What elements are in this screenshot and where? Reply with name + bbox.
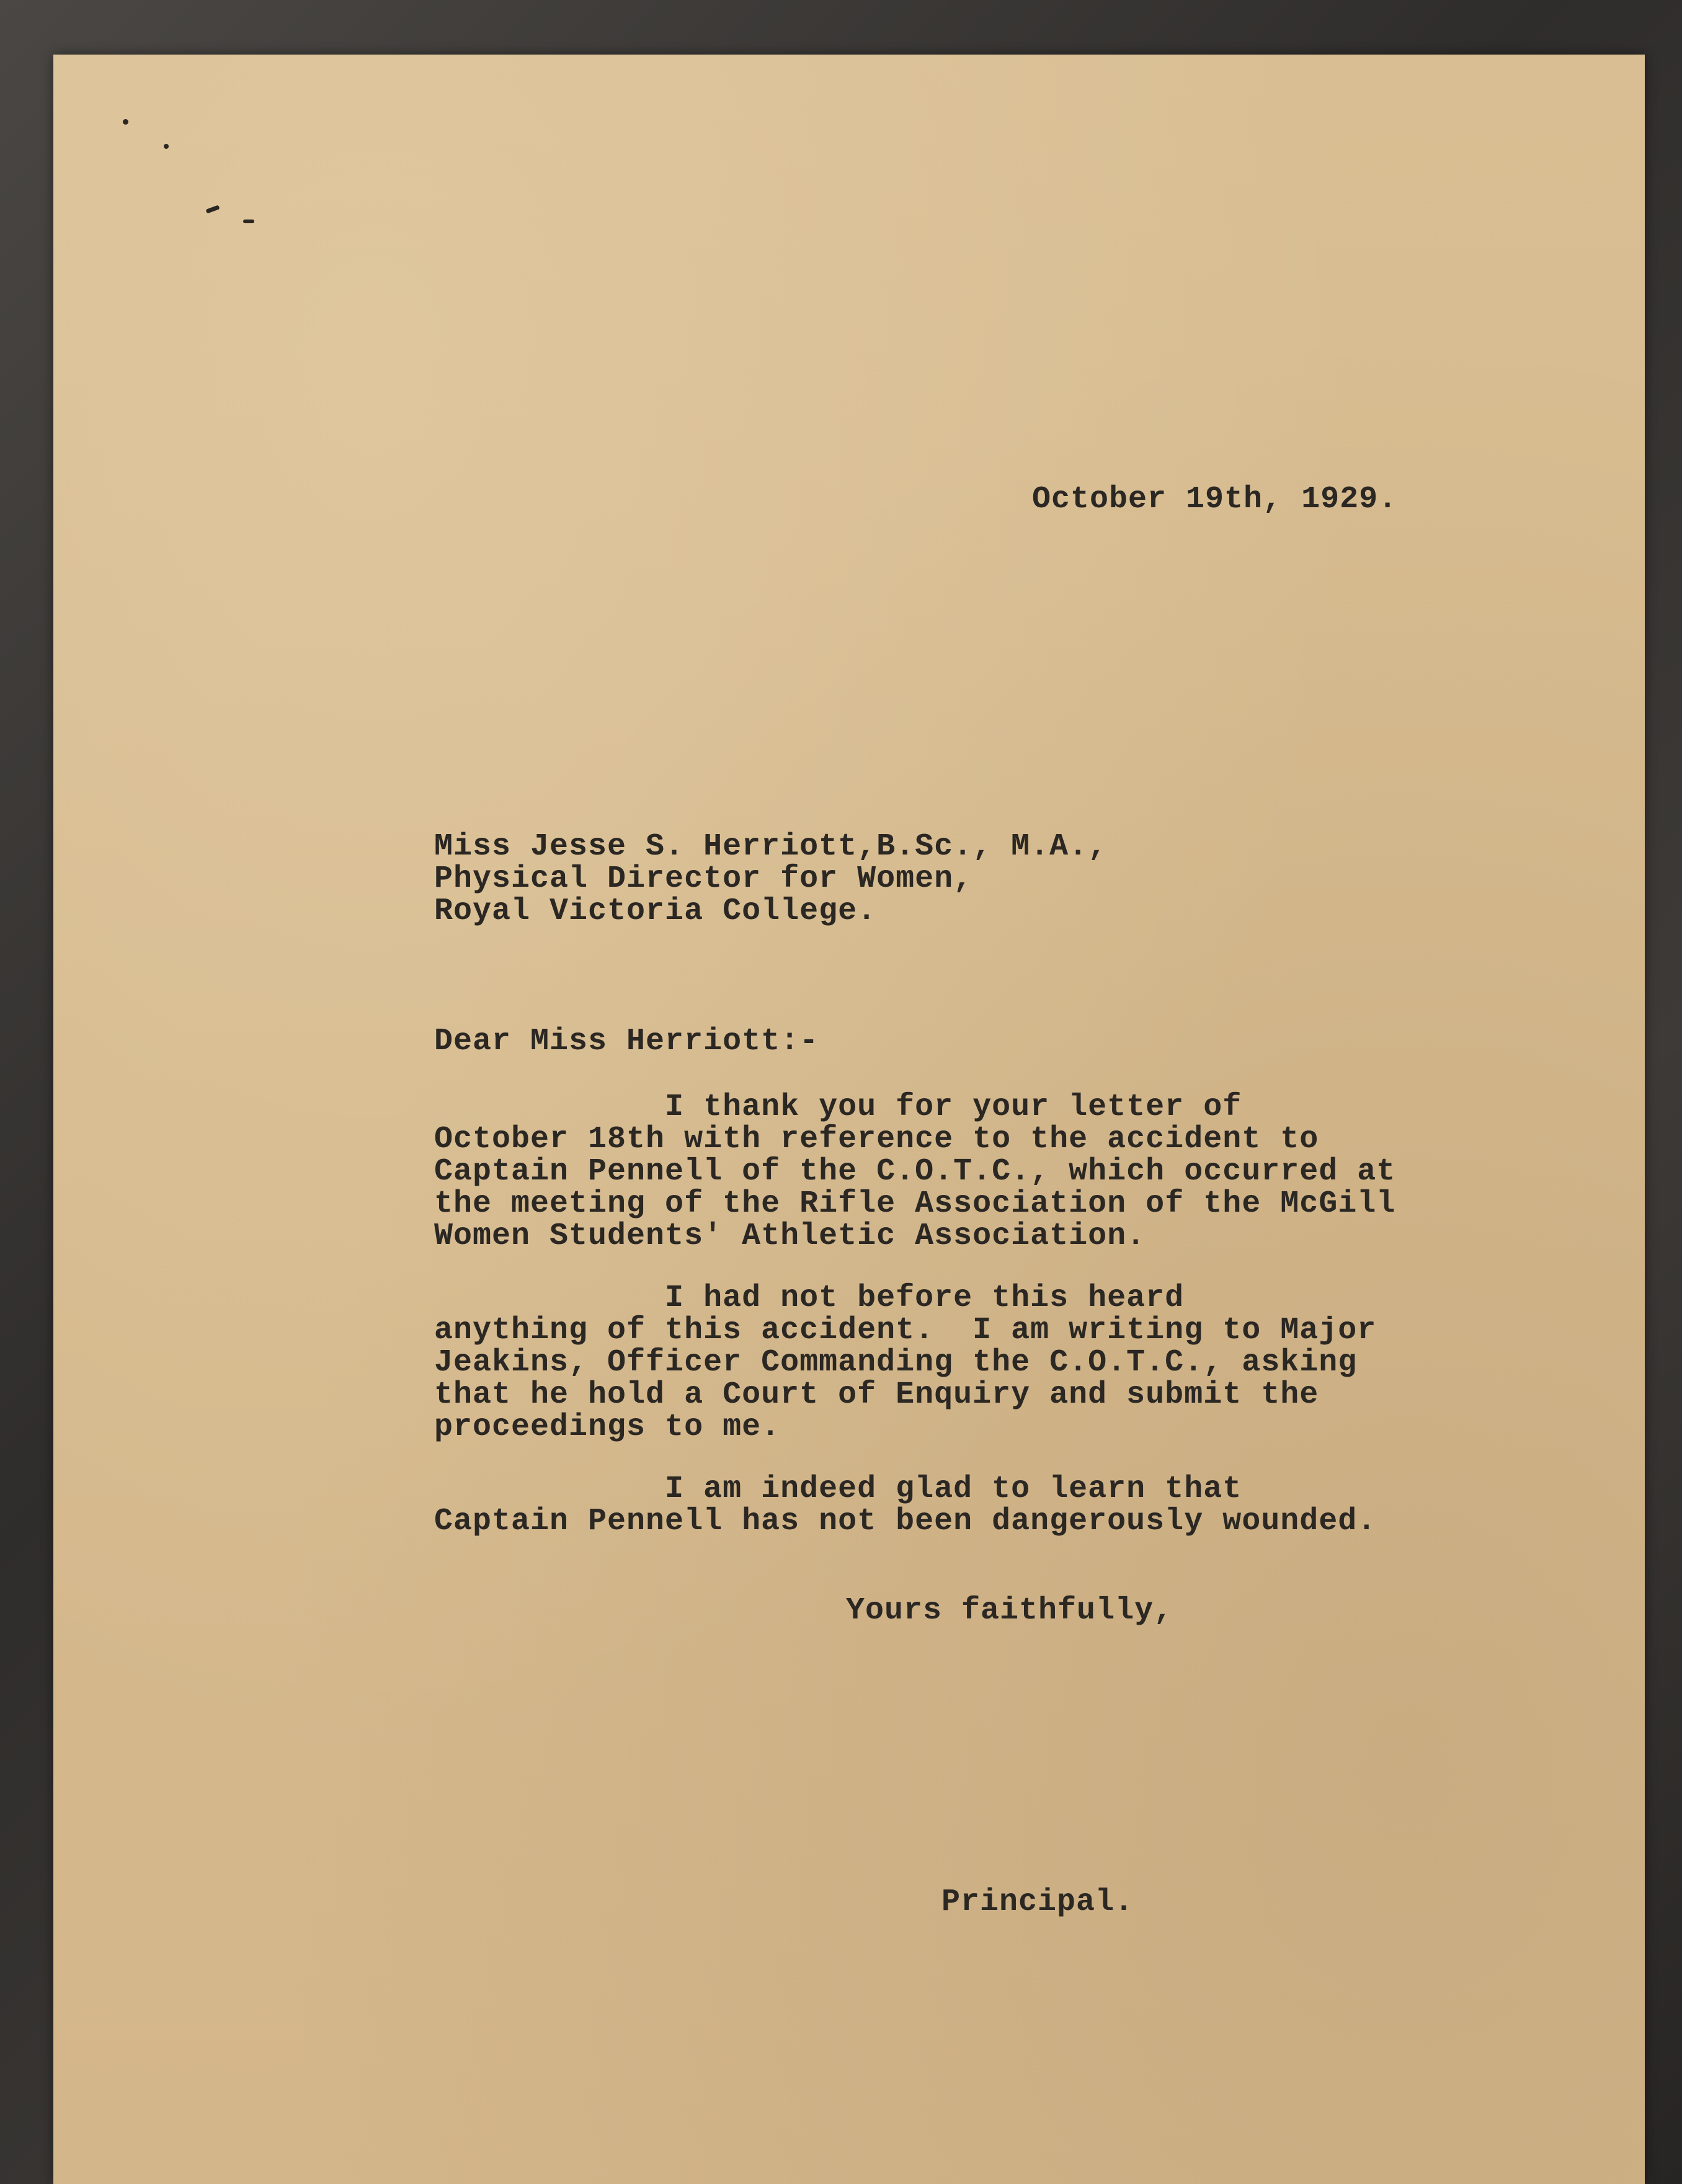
body-line: October 18th with reference to the accident to xyxy=(434,1122,1319,1157)
body-line: Women Students' Athletic Association. xyxy=(434,1219,1146,1254)
recipient-line: Physical Director for Women, xyxy=(434,861,973,897)
ink-speck xyxy=(243,220,254,223)
body-line: I thank you for your letter of xyxy=(434,1090,1242,1125)
body-line: Captain Pennell has not been dangerously wounded. xyxy=(434,1504,1377,1539)
letter-date: October 19th, 1929. xyxy=(1032,482,1398,517)
body-line: I am indeed glad to learn that xyxy=(434,1472,1242,1507)
letter-page xyxy=(53,55,1645,2184)
body-line: anything of this accident. I am writing to Major xyxy=(434,1313,1377,1348)
ink-speck xyxy=(205,205,220,213)
salutation: Dear Miss Herriott:- xyxy=(434,1024,819,1059)
ink-speck xyxy=(123,119,128,125)
body-line: I had not before this heard xyxy=(434,1281,1185,1316)
body-line: the meeting of the Rifle Association of the McGill xyxy=(434,1186,1396,1222)
body-line: Captain Pennell of the C.O.T.C., which occurred at xyxy=(434,1154,1396,1189)
signature-title: Principal. xyxy=(941,1884,1134,1920)
body-line: Jeakins, Officer Commanding the C.O.T.C., asking xyxy=(434,1345,1358,1380)
body-line: that he hold a Court of Enquiry and submit the xyxy=(434,1377,1319,1413)
ink-speck xyxy=(164,144,169,149)
recipient-line: Miss Jesse S. Herriott,B.Sc., M.A., xyxy=(434,829,1108,864)
closing: Yours faithfully, xyxy=(846,1593,1173,1628)
body-line: proceedings to me. xyxy=(434,1409,781,1445)
recipient-line: Royal Victoria College. xyxy=(434,894,877,929)
